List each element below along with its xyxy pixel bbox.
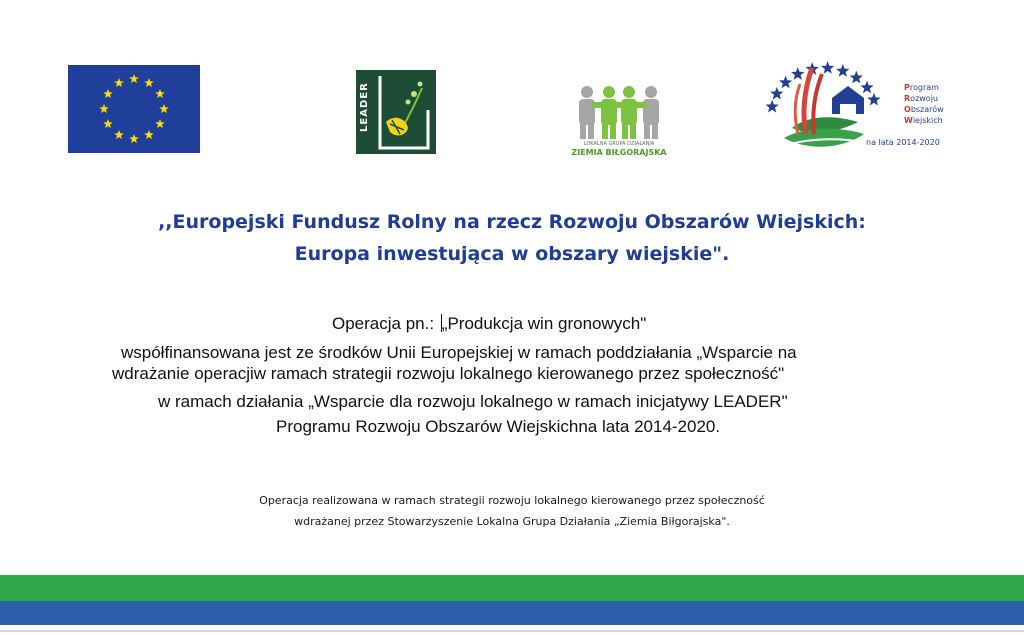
programme-line: Programu Rozwoju Obszarów Wiejskichna lata 2014-2020. [276, 417, 721, 436]
prow-star-icon [850, 71, 863, 84]
prow-star-icon [765, 100, 778, 113]
prow-word-1: Program [904, 83, 939, 92]
lgd-name: ZIEMIA BIŁGORAJSKA [571, 148, 667, 157]
headline-line-2: Europa inwestująca w obszary wiejskie". [294, 243, 730, 265]
headline-line-1: ,,Europejski Fundusz Rolny na rzecz Rozwoju Obszarów Wiejskich: [158, 211, 866, 233]
prow-word-4: Wiejskich [904, 116, 943, 125]
lgd-ziemia-bilgorajska-logo [563, 84, 675, 160]
prow-star-icon [770, 87, 783, 100]
prow-word-2: Rozwoju [904, 94, 938, 103]
leader-measure-line: w ramach działania „Wsparcie dla rozwoju lokalnego w ramach inicjatywy LEADER" [158, 392, 788, 411]
prow-star-icon [860, 81, 873, 94]
green-stripe [0, 575, 1024, 601]
prow-2014-2020-logo [762, 58, 972, 158]
operation-name: „Produkcja win gronowych" [441, 314, 647, 333]
prow-star-icon [779, 76, 792, 89]
footer-note-line-1: Operacja realizowana w ramach strategii rozwoju lokalnego kierowanego przez społeczność [259, 494, 765, 507]
leader-logo [356, 70, 436, 154]
leader-wordmark: LEADER [359, 82, 370, 132]
prow-star-icon [821, 61, 834, 74]
prow-star-icon [791, 67, 804, 80]
eu-flag-icon [68, 65, 200, 153]
footer-note-line-2: wdrażanej przez Stowarzyszenie Lokalna Grupa Działania „Ziemia Biłgorajska". [294, 515, 730, 528]
operation-prefix: Operacja pn.: [332, 314, 439, 333]
prow-wordmark [904, 82, 944, 126]
prow-star-icon [836, 64, 849, 77]
strategy-line: wdrażanie operacjiw ramach strategii rozwoju lokalnego kierowanego przez społeczność" [112, 364, 785, 383]
prow-star-icon [867, 93, 880, 106]
lgd-small-text: LOKALNA GRUPA DZIAŁANIA [583, 141, 655, 147]
prow-years: na lata 2014-2020 [866, 138, 940, 147]
cofinancing-line: współfinansowana jest ze środków Unii Europejskiej w ramach poddziałania „Wsparcie na [121, 343, 797, 362]
bottom-rule [0, 630, 1024, 632]
operation-title [332, 314, 646, 334]
prow-word-3: Obszarów [904, 105, 944, 114]
blue-stripe [0, 601, 1024, 625]
logo-bar [0, 0, 1024, 170]
